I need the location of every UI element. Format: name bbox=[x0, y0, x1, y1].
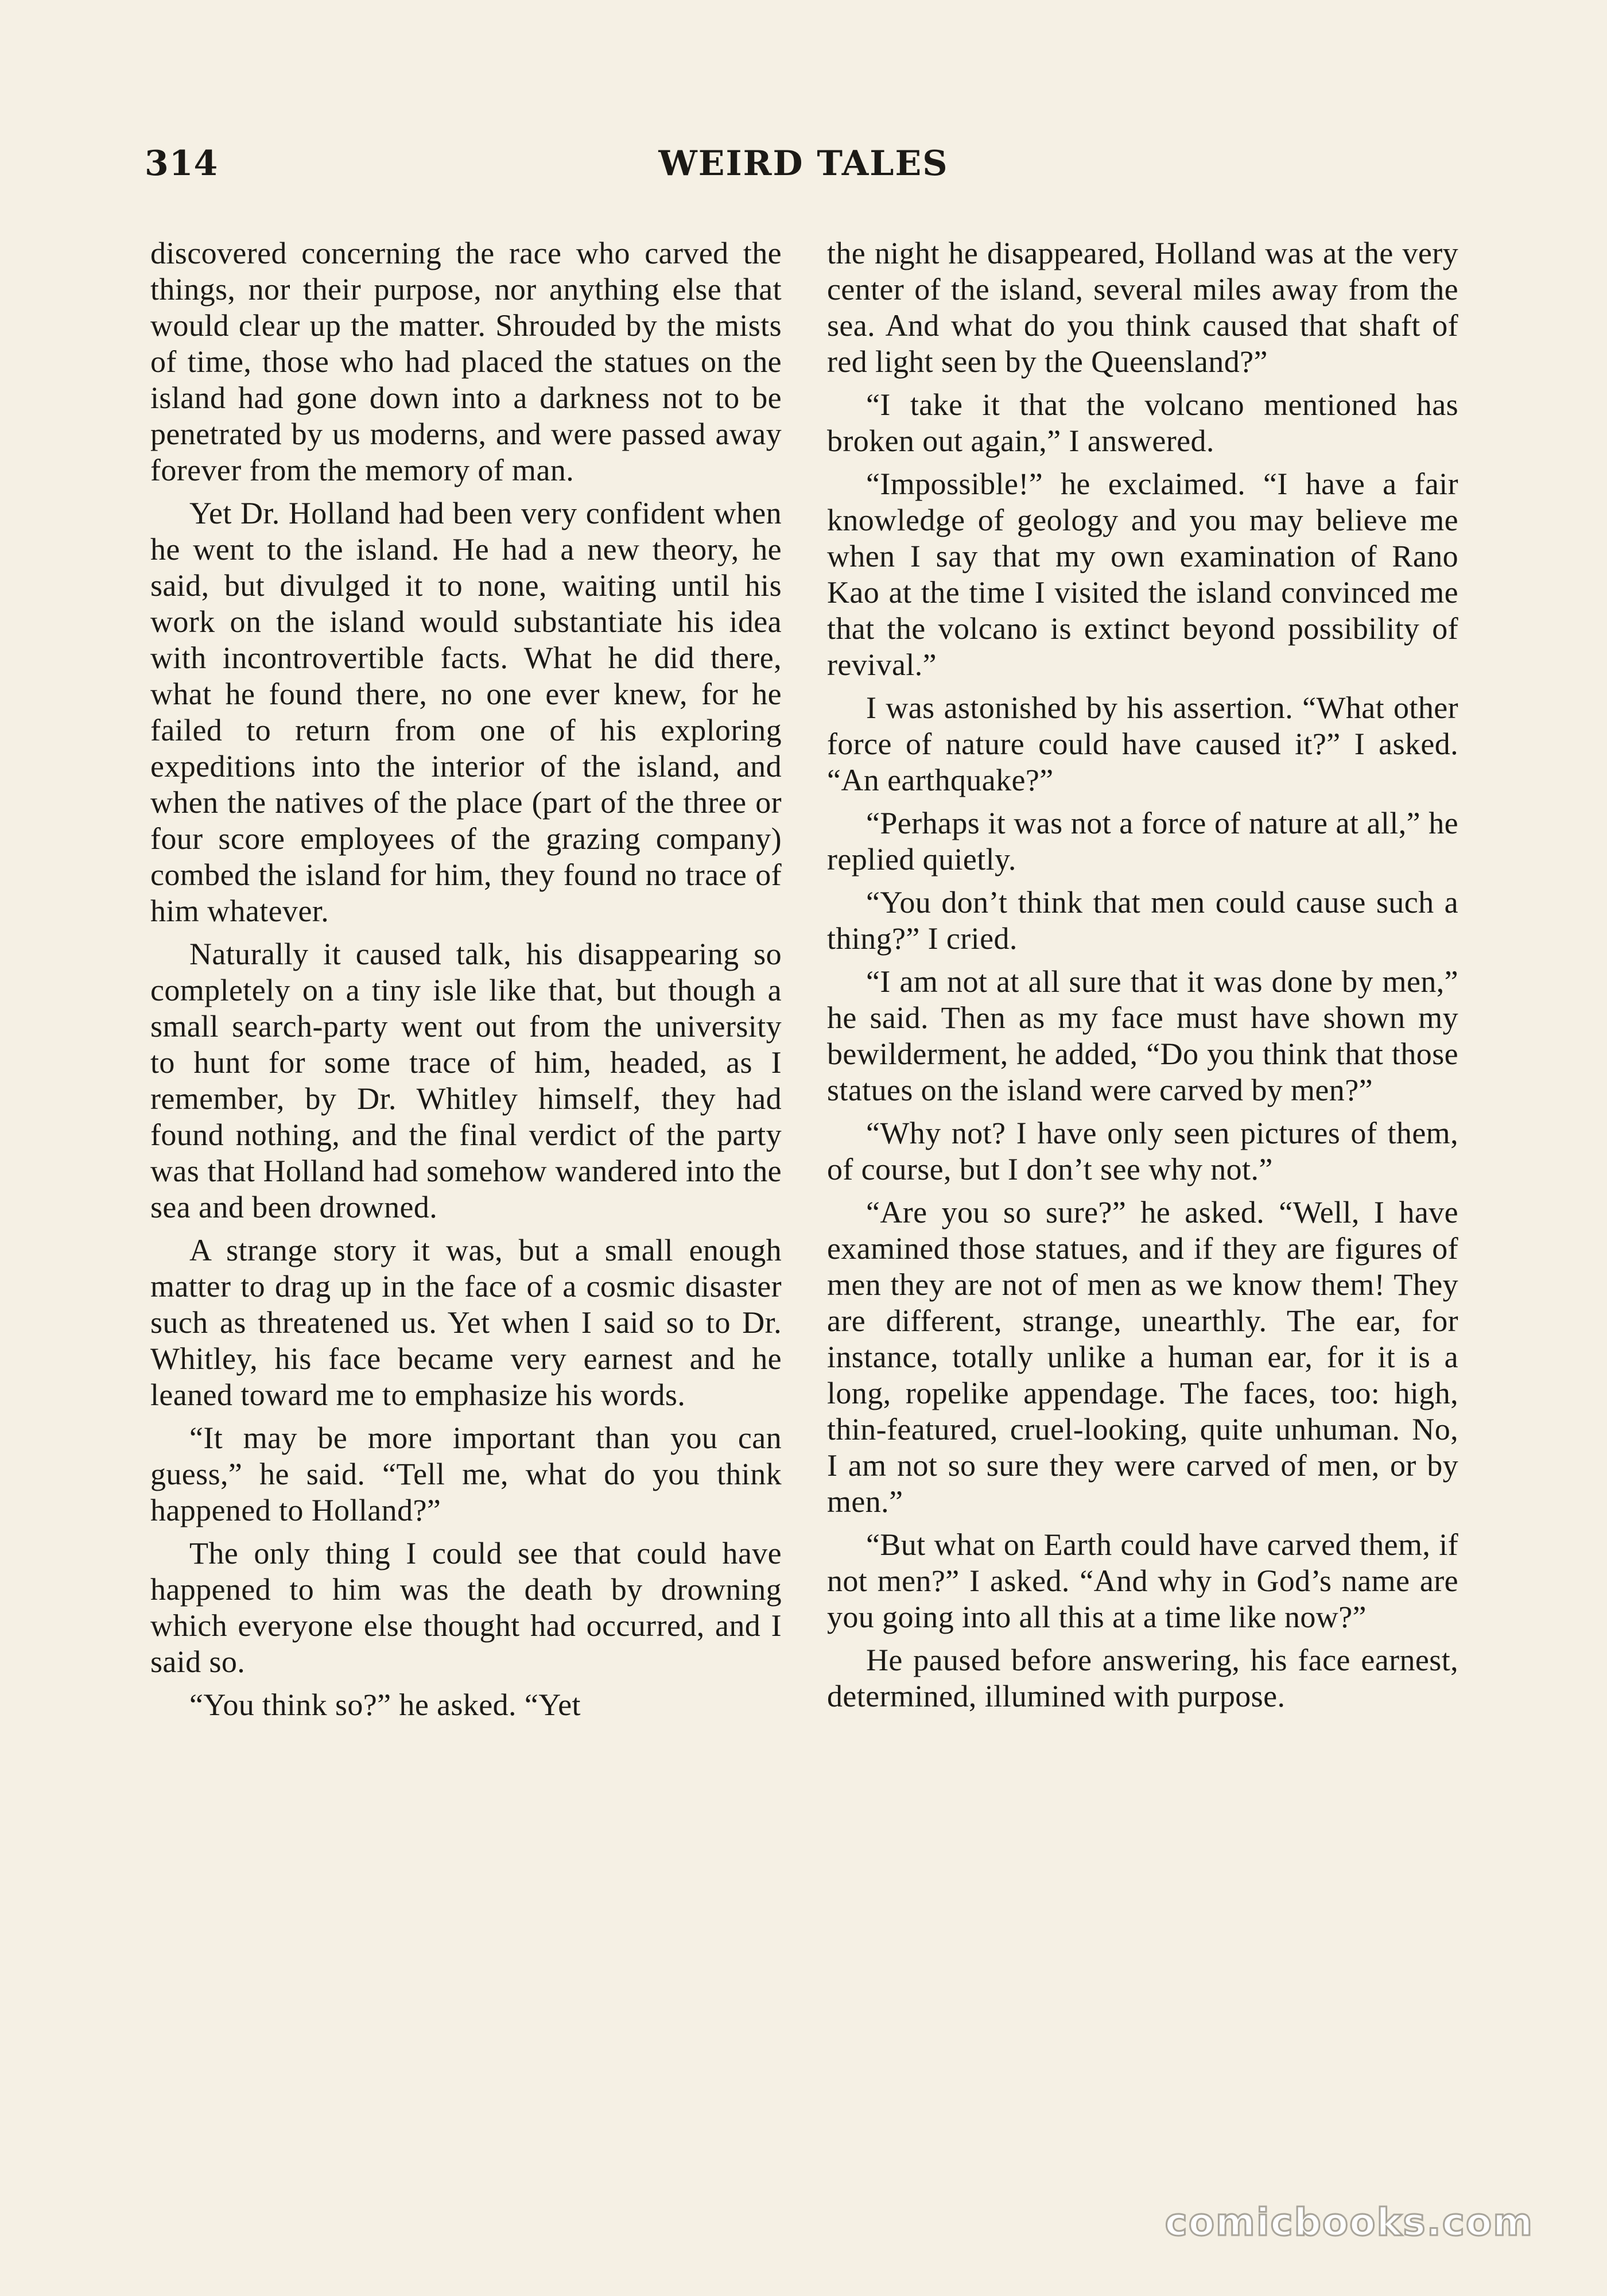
paragraph: the night he disappeared, Holland was at the very center of the island, several miles away from the sea. And what do you think caused that shaft of red light seen by the Queensland?” bbox=[827, 236, 1458, 379]
paragraph: “It may be more important than you can guess,” he said. “Tell me, what do you think happened to Holland?” bbox=[150, 1421, 782, 1527]
paragraph: “Impossible!” he exclaimed. “I have a fair knowledge of geology and you may believe me when I say that my own examination of Rano Kao at the time I visited the island convinced me that the volcano is extinct beyond possibility of revival.” bbox=[827, 467, 1458, 682]
paragraph: “You think so?” he asked. “Yet bbox=[189, 1688, 581, 1722]
paragraph: Naturally it caused talk, his disappearing so completely on a tiny isle like that, but though a small search-party went out from the university to hunt for some trace of him, headed, as I remember, by Dr. Whitley himself, they had found nothing, and the final verdict of the party was that Holland had somehow wandered into the sea and been drowned. bbox=[150, 937, 782, 1224]
paragraph: The only thing I could see that could have happened to him was the death by drowning which everyone else thought had occurred, and I said so. bbox=[150, 1536, 782, 1679]
paragraph: A strange story it was, but a small enough matter to drag up in the face of a cosmic disaster such as threatened us. Yet when I said so to Dr. Whitley, his face became very earnest and he leaned toward me to emphasize his words. bbox=[150, 1233, 782, 1412]
paragraph: I was astonished by his assertion. “What other force of nature could have caused it?” I asked. “An earthquake?” bbox=[827, 691, 1458, 797]
page-number: 314 bbox=[145, 144, 219, 184]
right-column bbox=[827, 235, 1458, 1721]
paragraph: “Perhaps it was not a force of nature at all,” he replied quietly. bbox=[827, 806, 1458, 876]
paragraph: “Why not? I have only seen pictures of them, of course, but I don’t see why not.” bbox=[827, 1116, 1458, 1186]
watermark: comicbooks.com bbox=[1165, 2200, 1534, 2244]
paragraph: “Are you so sure?” he asked. “Well, I have examined those statues, and if they are figures of men they are not of men as we know them! They are different, strange, unearthly. The ear, for instance, totally unlike a human ear, for it is a long, ropelike appendage. The faces, too: high, thin-featured, cruel-looking, quite unhuman. No, I am not so sure they were carved of men, or by men.” bbox=[827, 1195, 1458, 1519]
paragraph: He paused before answering, his face earnest, determined, illumined with purpose. bbox=[827, 1643, 1458, 1713]
paragraph: “I take it that the volcano mentioned has broken out again,” I answered. bbox=[827, 387, 1458, 458]
paragraph: “I am not at all sure that it was done by men,” he said. Then as my face must have shown my bewilderment, he added, “Do you think that those statues on the island were carved by men?” bbox=[827, 964, 1458, 1107]
left-column bbox=[150, 235, 782, 1730]
paragraph: “You don’t think that men could cause such a thing?” I cried. bbox=[827, 885, 1458, 956]
paragraph: “But what on Earth could have carved them, if not men?” I asked. “And why in God’s name are you going into all this at a time like now?” bbox=[827, 1527, 1458, 1634]
paragraph: Yet Dr. Holland had been very confident when he went to the island. He had a new theory, he said, but divulged it to none, waiting until his work on the island would substantiate his idea with incontrovertible facts. What he did there, what he found there, no one ever knew, for he failed to return from one of his exploring expeditions into the interior of the island, and when the natives of the place (part of the three or four score employees of the grazing company) combed the island for him, they found no trace of him whatever. bbox=[150, 496, 782, 928]
paragraph: discovered concerning the race who carved the things, nor their purpose, nor anything else that would clear up the matter. Shrouded by the mists of time, those who had placed the statues on the island had gone down into a darkness not to be penetrated by us moderns, and were passed away forever from the memory of man. bbox=[150, 236, 782, 487]
running-head: WEIRD TALES bbox=[658, 144, 949, 184]
